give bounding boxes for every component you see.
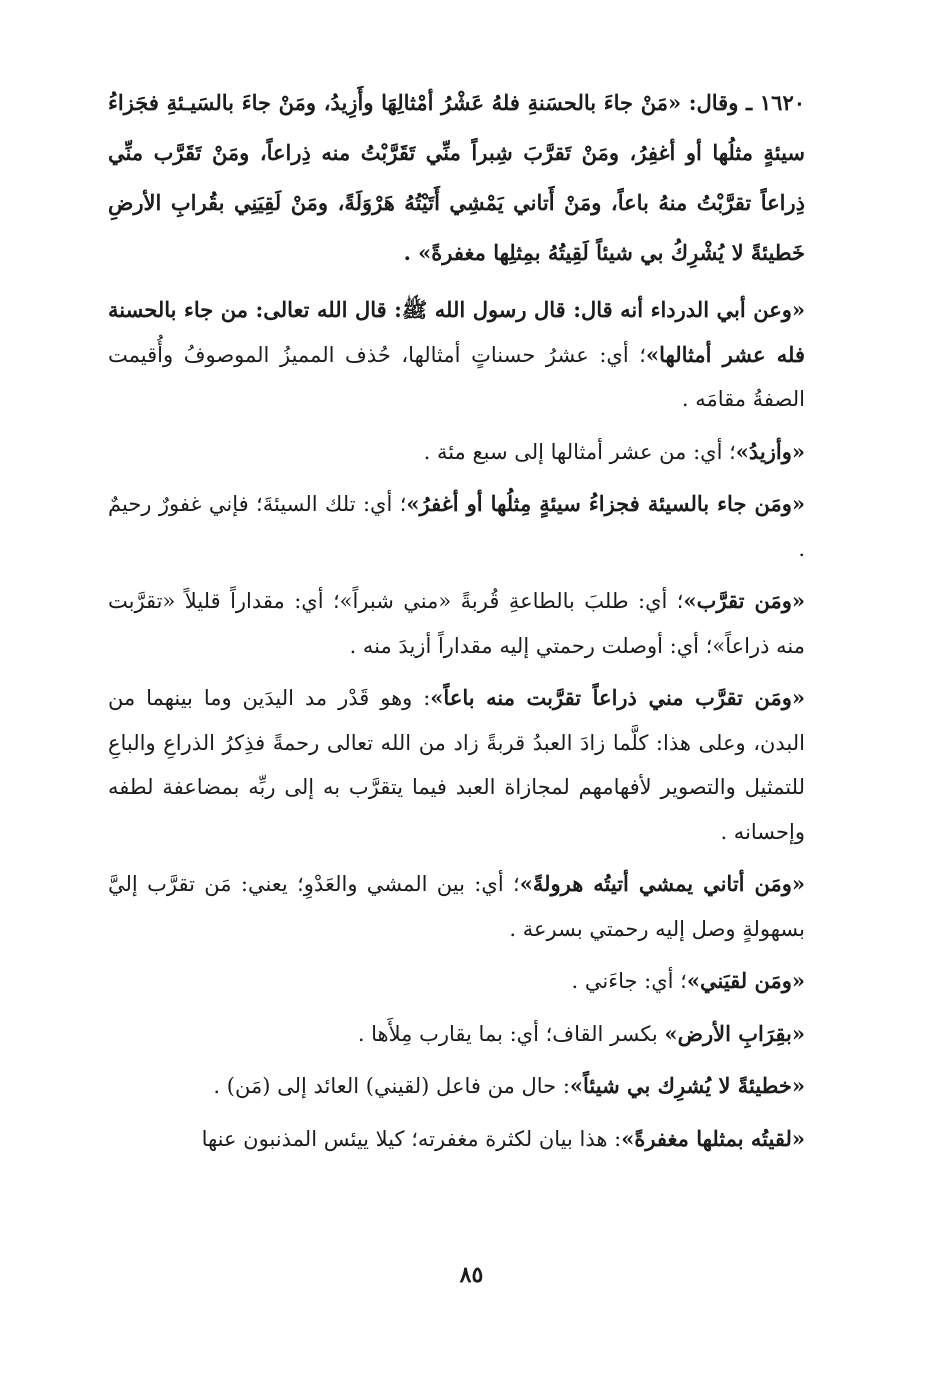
- commentary-paragraph: [108, 676, 833, 854]
- hadith-text: وقال: «مَنْ جاءَ بالحسَنةِ فلهُ عَشْرُ أمْثالِهَا وأَزِيدُ، ومَنْ جاءَ بالسَيـئةِ فجَزاءُ سيئةٍ مثلُها أو أغفِرُ، ومَنْ تَقرَّبَ شِبراً منِّي تَقَرَّبْتُ منه ذِراعاً، ومَنْ تَقَرَّب منِّي ذِراعاً تقرَّبْتُ منهُ باعاً، ومَنْ أَتاني يَمْشِي أَتَيْتُهُ هَرْوَلَةً، ومَنْ لَقِيَنِي بقُرابِ الأرضِ خَطيئةً لا يُشْرِكُ بي شيئاً لَقِيتُهُ بمِثلِها مغفرةً» .: [108, 90, 805, 265]
- commentary-quote: «وأزيدُ»: [735, 438, 805, 464]
- hadith-paragraph: [108, 78, 833, 278]
- commentary-text: ؛ أي: بين المشي والعَدْوِ؛ يعني: مَن تقرَّب إليَّ بسهولةٍ وصل إليه رحمتي بسرعة .: [108, 872, 805, 941]
- commentary-text: بكسر القاف؛ أي: بما يقارب مِلأَها .: [357, 1021, 665, 1046]
- commentary-quote: «ومَن لقيَني»: [686, 968, 805, 993]
- commentary-text: : هذا بيان لكثرة مغفرته؛ كيلا ييئس المذنبون عنها: [201, 1126, 622, 1151]
- commentary-text: ؛ أي: تلك السيئةَ؛ فإني غفورٌ رحيمٌ .: [108, 492, 805, 561]
- page-number: ٨٥: [459, 1262, 484, 1288]
- commentary-quote: «وعن أبي الدرداء أنه قال: قال رسول الله ﷺ: قال الله تعالى: من جاء بالحسنة فله عشر أمثالها»: [108, 297, 805, 367]
- commentary-paragraph: [108, 1064, 833, 1109]
- commentary-paragraph: [108, 959, 833, 1004]
- commentary-text: ؛ أي: طلبَ بالطاعةِ قُربةً «مني شبراً»؛ أي: مقداراً قليلاً «تقرَّبت منه ذراعاً»؛ أي: أوصلت رحمتي إليه مقداراً أزيدَ منه .: [108, 589, 805, 658]
- commentary-quote: «لقيتُه بمثلها مغفرةً»: [621, 1125, 805, 1151]
- commentary-paragraph: [108, 430, 833, 475]
- commentary-text: ؛ أي: من عشر أمثالها إلى سبع مئة .: [423, 439, 736, 464]
- commentary-quote: «ومَن تقرَّب»: [683, 588, 805, 613]
- commentary-text: : وهو قَدْر مد اليدَين وما بينهما من البدن، وعلى هذا: كلَّما زادَ العبدُ قربةً زاد من الله تعالى رحمةً فذِكرُ الذراعِ والباعِ للتمثيل والتصوير لأفهامهم لمجازاة العبد فيما يتقرَّب به إلى ربِّه بمضاعفة لطفه وإحسانه .: [108, 686, 805, 844]
- commentary-text: ؛ أي: عشرُ حسناتٍ أمثالها، حُذف المميزُ الموصوفُ وأُقيمت الصفةُ مقامَه .: [108, 342, 805, 411]
- commentary-quote: «ومَن أتاني يمشي أتيتُه هرولةً»: [519, 871, 806, 896]
- commentary-paragraph: [108, 579, 833, 668]
- commentary-paragraph: [108, 288, 833, 422]
- commentary-quote: «بقِرَابِ الأرض»: [664, 1020, 805, 1046]
- commentary-paragraph: [108, 862, 833, 951]
- hadith-number: ١٦٢٠ ـ: [746, 90, 806, 115]
- commentary-quote: «ومَن جاء بالسيئة فجزاءُ سيئةٍ مِثلُها أو أغفرُ»: [406, 491, 805, 516]
- commentary-text: : حال من فاعل (لقيني) العائد إلى (مَن) .: [213, 1074, 570, 1098]
- commentary-paragraph: [108, 1012, 833, 1057]
- commentary-paragraph: [108, 1117, 833, 1162]
- commentary-text: ؛ أي: جاءَني .: [571, 969, 687, 993]
- commentary-quote: «ومَن تقرَّب مني ذراعاً تقرَّبت منه باعاً»: [430, 685, 806, 710]
- commentary-paragraph: [108, 482, 833, 571]
- commentary-quote: «خطيئةً لا يُشرِك بي شيئاً»: [569, 1073, 805, 1098]
